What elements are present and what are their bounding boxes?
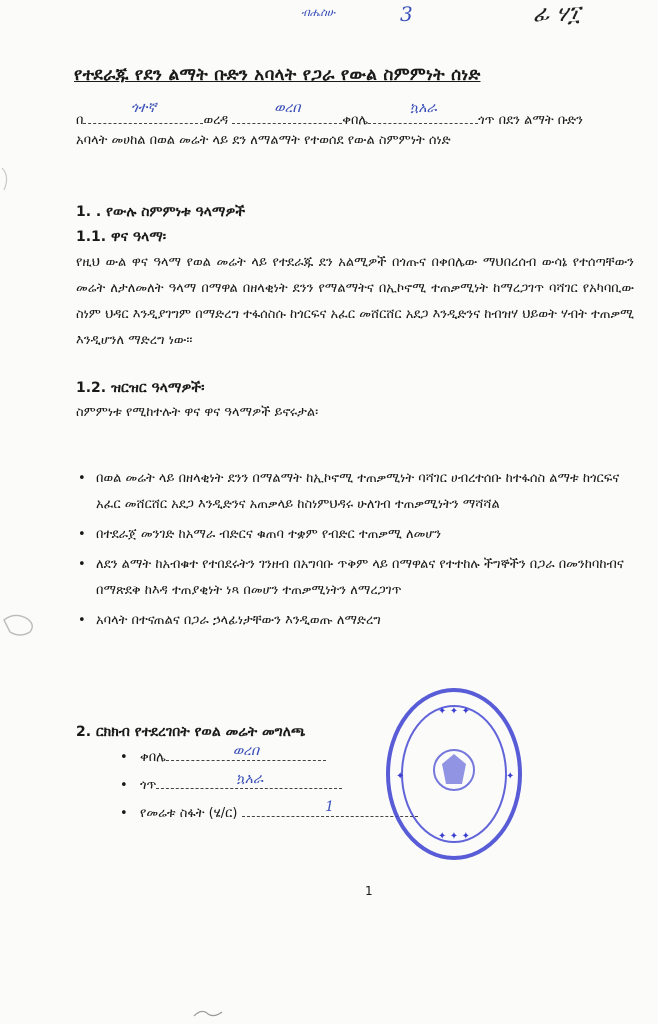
bottom-scribble xyxy=(190,1004,230,1022)
kebele-blank xyxy=(232,100,342,124)
land-details-list xyxy=(120,744,418,828)
section1-heading: 1. . የውሉ ስምምነቱ ዓላማዎች xyxy=(76,204,246,220)
kebele-value-blank xyxy=(166,743,326,761)
intro-prefix: በ xyxy=(76,113,84,128)
kebele-value-handwritten: ወረበ xyxy=(232,743,259,759)
objective-item: • ለደን ልማት ከአብቁተ የተበደሩትን ገንዘብ በአግባቡ ጥቅም ላይ በማዋልና የተተከሉ ችግኞችን በጋራ በመንከባከብና በማጽደቅ ከእዳ ተጠያቂነት ነጻ በመሆን ተጠቃሚነትን ለማረጋገጥ xyxy=(76,552,638,604)
land-detail-kebele: • ቀበሌ ወረበ xyxy=(120,744,418,772)
area-value-handwritten: 1 xyxy=(325,799,335,815)
got-handwritten: ኳአራ xyxy=(409,100,437,116)
kebele-handwritten: ወረበ xyxy=(274,100,301,116)
annotation-top-right: ፊ ሃ፲ xyxy=(533,2,580,27)
got-value-handwritten: ኳአራ xyxy=(235,771,264,787)
section1-2-heading: 1.2. ዝርዝር ዓላማዎች፡ xyxy=(76,380,205,396)
section1-1-body: የዚህ ውል ዋና ዓላማ የወል መሬት ላይ የተደራጁ ደን አልሚዎች በጎጡና በቀበሌው ማህበረሰብ ውሳኔ የተሰጣቸውን መሬት ለታለመለት ዓላማ በማዋል በዘላቂነት ደንን የማልማትና በኢኮኖሚ ተጠቃሚነት ከማረጋገጥ ባሻገር የአካባቢው ስነም ህዳር እንዲያገግም በማድረግ ተፋሰስሱ ከጎርፍና አፈር መሸርሸር አደጋ እንዲድንና ከብዝሃ ህይወት ሃብት ተጠቃሚ እንዲሆንለ ማድረግ ነው፡፡ xyxy=(76,255,634,348)
punch-hole-mark xyxy=(0,606,46,646)
woreda-handwritten: ጎተኛ xyxy=(130,100,157,116)
intro-line-2: አባላት መሀከል በወል መሬት ላይ ደን ለማልማት የተወሰደ የውል ስምምነት ሰነድ xyxy=(76,133,451,148)
document-title: የተደራጁ የደን ልማት ቡድን አባላት የጋራ የውል ስምምነት ሰነድ xyxy=(74,65,481,85)
land-detail-got: • ጎጥ ኳአራ xyxy=(120,772,418,800)
official-stamp xyxy=(382,684,532,868)
intro-got: ጎጥ xyxy=(478,113,495,128)
got-blank xyxy=(368,100,478,124)
intro-line-1 xyxy=(76,100,583,128)
annotation-top-center: 3 xyxy=(400,2,413,26)
objectives-list xyxy=(76,466,638,638)
section1-2-intro: ስምምነቱ የሚከተሉት ዋና ዋና ዓላማዎች ይኖሩታል፡ xyxy=(76,405,319,420)
land-detail-area: • የመሬቱ ስፋት (ሄ/ር) 1 xyxy=(120,800,418,828)
section2-heading: 2. ርክክብ የተደረገበት የወል መሬት መግለጫ xyxy=(76,724,306,740)
intro-woreda: ወረዳ xyxy=(203,113,229,128)
objective-item: • በተደራጀ መንገድ ከአማራ ብድርና ቁጠባ ተቋም የብድር ተጠቃሚ ለመሆን xyxy=(76,522,638,548)
objective-item: • በወል መሬት ላይ በዘላቂነት ደንን በማልማት ከኢኮኖሚ ተጠቃሚነት ባሻገር ሀብረተሰቡ ከተፋሰስ ልማቱ ከጎርፍና አፈር መሸርሸር አደጋ እንዲድንና አጠቃላይ ከስነምህዳሩ ሁለገብ ተጠቃሚነትን ማሻሻል xyxy=(76,466,638,518)
edge-mark xyxy=(0,164,22,194)
section1-1-heading: 1.1. ዋና ዓላማ፡ xyxy=(76,229,167,245)
intro-suffix: በደን ልማት ቡድን xyxy=(498,113,583,128)
intro-kebele: ቀበሌ xyxy=(342,113,369,128)
svg-text:✦ ✦ ✦: ✦ ✦ ✦ xyxy=(437,706,471,717)
got-value-blank xyxy=(156,771,342,789)
page-number: 1 xyxy=(365,884,373,898)
svg-text:✦ ✦ ✦: ✦ ✦ ✦ xyxy=(437,831,471,842)
objective-item: • አባላት በተናጠልና በጋራ ኃላፊነታቸውን እንዲወጡ ለማድረግ xyxy=(76,608,638,634)
annotation-top-left: ብሔስሁ xyxy=(301,6,336,19)
svg-text:✦: ✦ xyxy=(506,771,515,782)
woreda-blank xyxy=(83,100,203,124)
svg-text:✦: ✦ xyxy=(396,771,405,782)
